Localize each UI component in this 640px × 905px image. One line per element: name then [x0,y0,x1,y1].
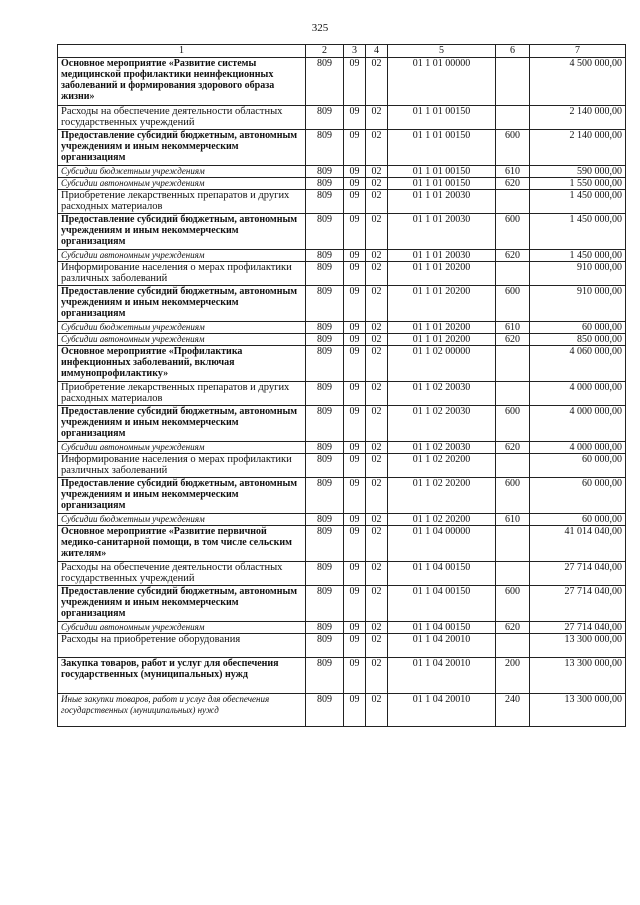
target-article-cell: 01 1 04 00150 [388,622,496,634]
amount-cell: 4 060 000,00 [530,346,626,382]
code-cell: 809 [306,190,344,214]
expense-type-cell [496,106,530,130]
row-name-cell: Приобретение лекарственных препаратов и других расходных материалов [58,190,306,214]
code-cell: 809 [306,130,344,166]
header-cell: 7 [530,45,626,58]
section-cell: 09 [344,586,366,622]
row-name-cell: Основное мероприятие «Развитие системы медицинской профилактики неинфекционных заболеваний и формирования здорового образа жизни» [58,58,306,106]
row-name-cell: Информирование населения о мерах профилактики различных заболеваний [58,454,306,478]
target-article-cell: 01 1 02 00000 [388,346,496,382]
subsection-cell: 02 [366,106,388,130]
section-cell: 09 [344,58,366,106]
subsection-cell: 02 [366,58,388,106]
amount-cell: 60 000,00 [530,322,626,334]
subsection-cell: 02 [366,322,388,334]
section-cell: 09 [344,382,366,406]
subsection-cell: 02 [366,382,388,406]
subsection-cell: 02 [366,562,388,586]
row-name-cell: Основное мероприятие «Профилактика инфекционных заболеваний, включая иммунопрофилактику» [58,346,306,382]
expense-type-cell [496,382,530,406]
table-row [58,262,626,286]
target-article-cell: 01 1 04 00150 [388,562,496,586]
expense-type-cell: 620 [496,622,530,634]
expense-type-cell: 600 [496,406,530,442]
amount-cell: 910 000,00 [530,286,626,322]
row-name-cell: Информирование населения о мерах профилактики различных заболеваний [58,262,306,286]
amount-cell: 27 714 040,00 [530,586,626,622]
row-name-cell: Иные закупки товаров, работ и услуг для обеспечения государственных (муниципальных) нужд [58,694,306,727]
code-cell: 809 [306,262,344,286]
section-cell: 09 [344,514,366,526]
amount-cell: 60 000,00 [530,454,626,478]
target-article-cell: 01 1 02 20030 [388,442,496,454]
table-row [58,406,626,442]
row-name-cell: Предоставление субсидий бюджетным, автономным учреждениям и иным некоммерческим организациям [58,478,306,514]
row-name-cell: Предоставление субсидий бюджетным, автономным учреждениям и иным некоммерческим организациям [58,130,306,166]
table-row [58,106,626,130]
page-number: 325 [311,22,329,34]
section-cell: 09 [344,166,366,178]
target-article-cell: 01 1 02 20200 [388,514,496,526]
subsection-cell: 02 [366,190,388,214]
table-row [58,658,626,694]
expense-type-cell: 600 [496,130,530,166]
code-cell: 809 [306,526,344,562]
amount-cell: 27 714 040,00 [530,562,626,586]
target-article-cell: 01 1 01 00150 [388,178,496,190]
amount-cell: 60 000,00 [530,478,626,514]
table-row [58,190,626,214]
subsection-cell: 02 [366,130,388,166]
header-cell: 3 [344,45,366,58]
code-cell: 809 [306,106,344,130]
row-name-cell: Предоставление субсидий бюджетным, автономным учреждениям и иным некоммерческим организациям [58,406,306,442]
target-article-cell: 01 1 01 00150 [388,106,496,130]
subsection-cell: 02 [366,454,388,478]
table-row [58,478,626,514]
table-row [58,586,626,622]
target-article-cell: 01 1 01 20030 [388,190,496,214]
subsection-cell: 02 [366,658,388,694]
table-body [58,58,626,727]
subsection-cell: 02 [366,478,388,514]
target-article-cell: 01 1 04 20010 [388,658,496,694]
table-row [58,130,626,166]
expense-type-cell: 600 [496,286,530,322]
expense-type-cell: 240 [496,694,530,727]
expense-type-cell [496,262,530,286]
table-row [58,58,626,106]
amount-cell: 2 140 000,00 [530,130,626,166]
subsection-cell: 02 [366,166,388,178]
code-cell: 809 [306,346,344,382]
code-cell: 809 [306,634,344,658]
row-name-cell: Расходы на обеспечение деятельности областных государственных учреждений [58,106,306,130]
target-article-cell: 01 1 04 00150 [388,586,496,622]
subsection-cell: 02 [366,250,388,262]
table-row [58,622,626,634]
row-name-cell: Предоставление субсидий бюджетным, автономным учреждениям и иным некоммерческим организациям [58,214,306,250]
code-cell: 809 [306,454,344,478]
expense-type-cell [496,346,530,382]
table-row [58,286,626,322]
table-row [58,694,626,727]
row-name-cell: Субсидии автономным учреждениям [58,442,306,454]
row-name-cell: Предоставление субсидий бюджетным, автономным учреждениям и иным некоммерческим организациям [58,586,306,622]
subsection-cell: 02 [366,178,388,190]
section-cell: 09 [344,334,366,346]
code-cell: 809 [306,322,344,334]
section-cell: 09 [344,346,366,382]
code-cell: 809 [306,178,344,190]
subsection-cell: 02 [366,586,388,622]
subsection-cell: 02 [366,334,388,346]
table-row [58,166,626,178]
expense-type-cell: 600 [496,478,530,514]
section-cell: 09 [344,442,366,454]
expense-type-cell: 620 [496,442,530,454]
section-cell: 09 [344,286,366,322]
section-cell: 09 [344,526,366,562]
target-article-cell: 01 1 02 20030 [388,382,496,406]
row-name-cell: Субсидии автономным учреждениям [58,250,306,262]
section-cell: 09 [344,406,366,442]
table-row [58,454,626,478]
amount-cell: 1 550 000,00 [530,178,626,190]
code-cell: 809 [306,478,344,514]
row-name-cell: Основное мероприятие «Развитие первичной медико-санитарной помощи, в том числе сельским жителям» [58,526,306,562]
amount-cell: 1 450 000,00 [530,214,626,250]
section-cell: 09 [344,622,366,634]
code-cell: 809 [306,622,344,634]
target-article-cell: 01 1 02 20200 [388,478,496,514]
code-cell: 809 [306,562,344,586]
header-cell: 5 [388,45,496,58]
expense-type-cell [496,634,530,658]
header-cell: 4 [366,45,388,58]
section-cell: 09 [344,478,366,514]
section-cell: 09 [344,178,366,190]
amount-cell: 4 000 000,00 [530,442,626,454]
code-cell: 809 [306,382,344,406]
expense-type-cell: 600 [496,586,530,622]
section-cell: 09 [344,130,366,166]
amount-cell: 590 000,00 [530,166,626,178]
target-article-cell: 01 1 01 20200 [388,334,496,346]
amount-cell: 910 000,00 [530,262,626,286]
header-cell: 6 [496,45,530,58]
subsection-cell: 02 [366,442,388,454]
expense-type-cell: 610 [496,322,530,334]
header-cell: 1 [58,45,306,58]
subsection-cell: 02 [366,346,388,382]
target-article-cell: 01 1 01 20200 [388,262,496,286]
section-cell: 09 [344,214,366,250]
code-cell: 809 [306,166,344,178]
target-article-cell: 01 1 01 00150 [388,166,496,178]
code-cell: 809 [306,442,344,454]
target-article-cell: 01 1 04 00000 [388,526,496,562]
section-cell: 09 [344,658,366,694]
subsection-cell: 02 [366,634,388,658]
expense-type-cell [496,190,530,214]
table-row [58,178,626,190]
subsection-cell: 02 [366,694,388,727]
table-row [58,346,626,382]
amount-cell: 13 300 000,00 [530,694,626,727]
expense-type-cell [496,526,530,562]
target-article-cell: 01 1 04 20010 [388,694,496,727]
row-name-cell: Субсидии автономным учреждениям [58,622,306,634]
code-cell: 809 [306,250,344,262]
code-cell: 809 [306,694,344,727]
section-cell: 09 [344,634,366,658]
expense-type-cell: 620 [496,334,530,346]
amount-cell: 1 450 000,00 [530,250,626,262]
row-name-cell: Расходы на приобретение оборудования [58,634,306,658]
amount-cell: 13 300 000,00 [530,658,626,694]
target-article-cell: 01 1 01 20200 [388,286,496,322]
table-row [58,334,626,346]
target-article-cell: 01 1 04 20010 [388,634,496,658]
subsection-cell: 02 [366,514,388,526]
section-cell: 09 [344,250,366,262]
table-row [58,634,626,658]
expense-type-cell: 600 [496,214,530,250]
row-name-cell: Расходы на обеспечение деятельности областных государственных учреждений [58,562,306,586]
row-name-cell: Субсидии бюджетным учреждениям [58,514,306,526]
amount-cell: 27 714 040,00 [530,622,626,634]
expense-type-cell: 200 [496,658,530,694]
amount-cell: 1 450 000,00 [530,190,626,214]
section-cell: 09 [344,454,366,478]
header-cell: 2 [306,45,344,58]
code-cell: 809 [306,586,344,622]
expense-type-cell: 610 [496,166,530,178]
row-name-cell: Субсидии автономным учреждениям [58,334,306,346]
amount-cell: 60 000,00 [530,514,626,526]
amount-cell: 4 000 000,00 [530,382,626,406]
target-article-cell: 01 1 02 20200 [388,454,496,478]
expense-type-cell: 610 [496,514,530,526]
amount-cell: 850 000,00 [530,334,626,346]
section-cell: 09 [344,322,366,334]
code-cell: 809 [306,514,344,526]
table-row [58,322,626,334]
code-cell: 809 [306,58,344,106]
row-name-cell: Субсидии бюджетным учреждениям [58,166,306,178]
code-cell: 809 [306,658,344,694]
section-cell: 09 [344,694,366,727]
subsection-cell: 02 [366,262,388,286]
header-row [58,45,626,58]
table-row [58,526,626,562]
code-cell: 809 [306,334,344,346]
amount-cell: 41 014 040,00 [530,526,626,562]
code-cell: 809 [306,214,344,250]
subsection-cell: 02 [366,286,388,322]
table-row [58,214,626,250]
code-cell: 809 [306,286,344,322]
expense-type-cell: 620 [496,250,530,262]
budget-table [57,44,626,727]
subsection-cell: 02 [366,526,388,562]
section-cell: 09 [344,190,366,214]
amount-cell: 2 140 000,00 [530,106,626,130]
target-article-cell: 01 1 01 00150 [388,130,496,166]
subsection-cell: 02 [366,622,388,634]
section-cell: 09 [344,262,366,286]
table-row [58,382,626,406]
expense-type-cell: 620 [496,178,530,190]
table-row [58,442,626,454]
target-article-cell: 01 1 01 20030 [388,250,496,262]
table-row [58,250,626,262]
section-cell: 09 [344,562,366,586]
row-name-cell: Закупка товаров, работ и услуг для обеспечения государственных (муниципальных) нужд [58,658,306,694]
target-article-cell: 01 1 02 20030 [388,406,496,442]
table-row [58,514,626,526]
row-name-cell: Субсидии бюджетным учреждениям [58,322,306,334]
expense-type-cell [496,562,530,586]
expense-type-cell [496,58,530,106]
row-name-cell: Приобретение лекарственных препаратов и других расходных материалов [58,382,306,406]
amount-cell: 13 300 000,00 [530,634,626,658]
subsection-cell: 02 [366,406,388,442]
amount-cell: 4 000 000,00 [530,406,626,442]
table-row [58,562,626,586]
row-name-cell: Субсидии автономным учреждениям [58,178,306,190]
subsection-cell: 02 [366,214,388,250]
amount-cell: 4 500 000,00 [530,58,626,106]
code-cell: 809 [306,406,344,442]
target-article-cell: 01 1 01 20030 [388,214,496,250]
row-name-cell: Предоставление субсидий бюджетным, автономным учреждениям и иным некоммерческим организациям [58,286,306,322]
target-article-cell: 01 1 01 00000 [388,58,496,106]
section-cell: 09 [344,106,366,130]
expense-type-cell [496,454,530,478]
target-article-cell: 01 1 01 20200 [388,322,496,334]
